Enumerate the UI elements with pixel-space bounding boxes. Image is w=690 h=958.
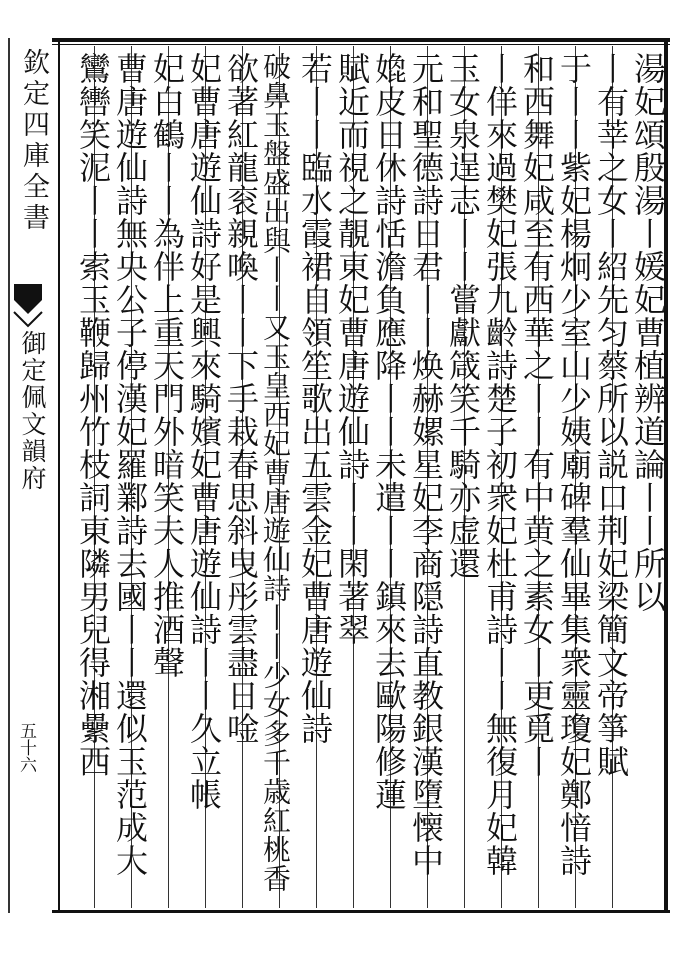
text-column-4: 和西舞妃咸至有西華之丨丨有中黄之素女丨更覓丨 [518,52,556,778]
text-column-7: 元和聖德詩日君丨丨焕赫嫘星妃李商隠詩直教銀漢墮懐中 [407,52,445,877]
text-column-9: 賦近而視之靚東妃曹唐遊仙詩丨丨閑著翠 [333,52,371,646]
text-column-15: 曹唐遊仙詩無央公子停漢妃羅鄴詩去國丨丨還似玉范成大 [111,52,149,877]
page-number: 五十六 [16,722,36,773]
text-column-6: 玉女泉逞志丨丨嘗獻箴笑千騎亦虚還 [444,52,482,580]
text-column-16: 鸞轡笑泥丨丨索玉鞭歸州竹枝詞東隣男兒得湘纍西 [74,52,112,778]
text-column-2: 丨有莘之女丨紹先匀蔡所以説口荆妃梁簡文帝箏賦 [592,52,630,778]
text-column-12: 欲著紅龍衮親喚丨丨下手栽春思斜曳彤雲盡日唫 [222,52,260,745]
margin-rule [8,38,10,913]
bottom-border [52,910,670,913]
text-column-8: 嫓皮日休詩恬澹負應降丨丨未遣丨丨鎮來去歐陽修蓮 [370,52,408,811]
top-border [52,38,670,42]
text-column-14: 妃白鶴丨丨為伴上重天門外暗笑夫人推酒聲 [148,52,186,679]
book-title: 欽定四庫全書 [18,48,49,234]
left-border [58,38,60,913]
fish-tail-mark-icon [10,284,46,328]
text-column-3: 于丨丨紫妃楊炯少室山少姨廟碑羣仙畢集衆靈瓊妃鄭愔詩 [555,52,593,877]
section-title: 御定佩文韻府 [18,330,47,492]
top-inner-border [52,44,670,45]
text-column-10: 若丨丨臨水霞裙自領笙歌出五雲金妃曹唐遊仙詩 [296,52,334,745]
text-column-5: 丨佯來過樊妃張九齡詩楚子初衆妃杜甫詩丨丨無復月妃韓 [481,52,519,877]
text-column-1: 湯妃頌殷湯丨媛妃曹植辨道論丨丨所以 [629,52,667,613]
text-column-13: 妃曹唐遊仙詩好是興來騎嬪妃曹唐遊仙詩丨丨久立帳 [185,52,223,811]
text-column-11: 破鼻玉盤盛出與丨丨又玉皇西妃曹唐遊仙詩丨丨少女多千歳紅桃香 [259,52,292,893]
